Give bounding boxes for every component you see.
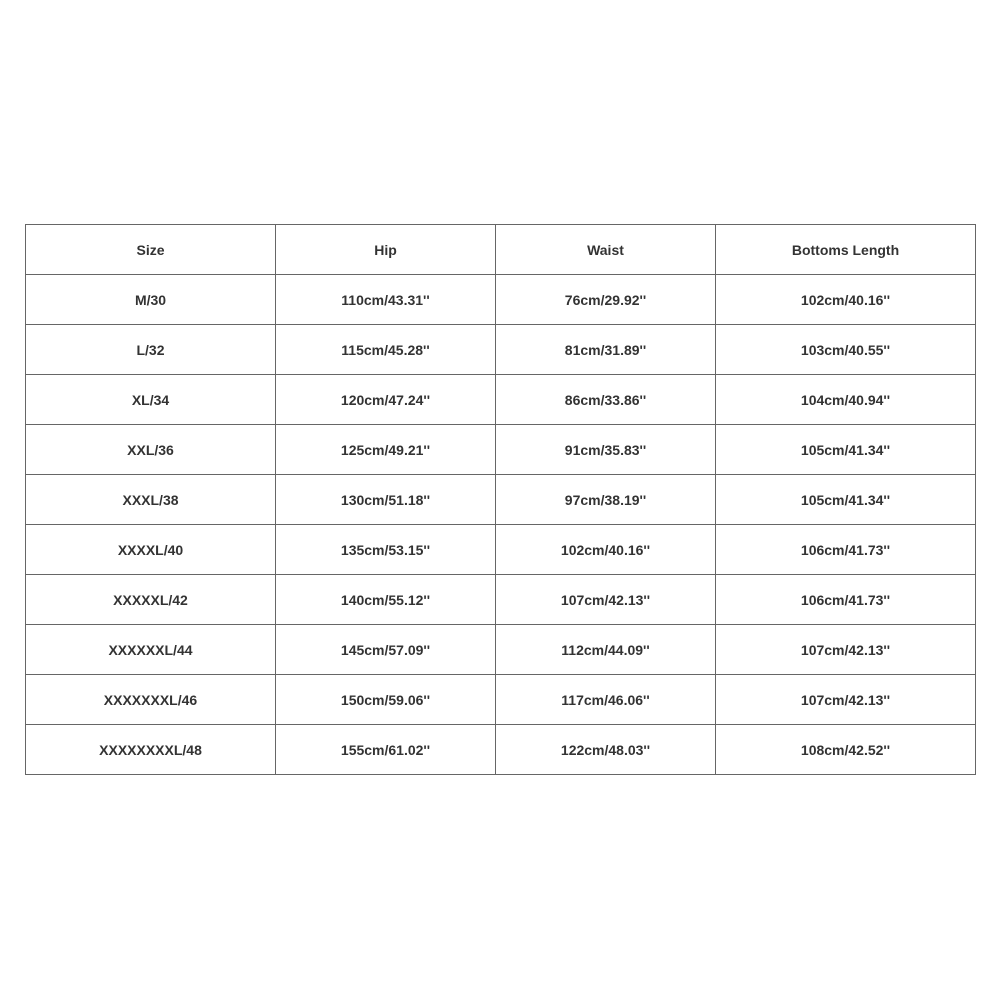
cell-waist: 91cm/35.83'' bbox=[496, 425, 716, 475]
cell-waist: 97cm/38.19'' bbox=[496, 475, 716, 525]
header-bottoms-length: Bottoms Length bbox=[716, 225, 976, 275]
table-row bbox=[26, 575, 976, 625]
cell-bottoms-length: 107cm/42.13'' bbox=[716, 675, 976, 725]
cell-waist: 112cm/44.09'' bbox=[496, 625, 716, 675]
cell-waist: 76cm/29.92'' bbox=[496, 275, 716, 325]
cell-waist: 86cm/33.86'' bbox=[496, 375, 716, 425]
cell-bottoms-length: 104cm/40.94'' bbox=[716, 375, 976, 425]
cell-hip: 110cm/43.31'' bbox=[276, 275, 496, 325]
cell-bottoms-length: 108cm/42.52'' bbox=[716, 725, 976, 775]
size-chart-table bbox=[25, 224, 976, 775]
table-row bbox=[26, 625, 976, 675]
table-row bbox=[26, 725, 976, 775]
cell-waist: 117cm/46.06'' bbox=[496, 675, 716, 725]
cell-hip: 130cm/51.18'' bbox=[276, 475, 496, 525]
table-row bbox=[26, 275, 976, 325]
cell-hip: 140cm/55.12'' bbox=[276, 575, 496, 625]
cell-bottoms-length: 106cm/41.73'' bbox=[716, 575, 976, 625]
cell-waist: 107cm/42.13'' bbox=[496, 575, 716, 625]
table-row bbox=[26, 375, 976, 425]
table-row bbox=[26, 425, 976, 475]
cell-hip: 115cm/45.28'' bbox=[276, 325, 496, 375]
cell-size: XXXL/38 bbox=[26, 475, 276, 525]
cell-size: XXXXXXXL/46 bbox=[26, 675, 276, 725]
cell-bottoms-length: 106cm/41.73'' bbox=[716, 525, 976, 575]
header-size: Size bbox=[26, 225, 276, 275]
cell-bottoms-length: 103cm/40.55'' bbox=[716, 325, 976, 375]
cell-waist: 102cm/40.16'' bbox=[496, 525, 716, 575]
table-header-row bbox=[26, 225, 976, 275]
cell-hip: 150cm/59.06'' bbox=[276, 675, 496, 725]
table-row bbox=[26, 525, 976, 575]
cell-size: XXXXXXXXL/48 bbox=[26, 725, 276, 775]
cell-size: XXL/36 bbox=[26, 425, 276, 475]
cell-hip: 155cm/61.02'' bbox=[276, 725, 496, 775]
cell-waist: 122cm/48.03'' bbox=[496, 725, 716, 775]
cell-waist: 81cm/31.89'' bbox=[496, 325, 716, 375]
cell-bottoms-length: 105cm/41.34'' bbox=[716, 475, 976, 525]
cell-size: XL/34 bbox=[26, 375, 276, 425]
cell-bottoms-length: 105cm/41.34'' bbox=[716, 425, 976, 475]
header-waist: Waist bbox=[496, 225, 716, 275]
cell-size: L/32 bbox=[26, 325, 276, 375]
cell-hip: 120cm/47.24'' bbox=[276, 375, 496, 425]
cell-size: XXXXXXL/44 bbox=[26, 625, 276, 675]
cell-bottoms-length: 102cm/40.16'' bbox=[716, 275, 976, 325]
table-row bbox=[26, 475, 976, 525]
table-row bbox=[26, 325, 976, 375]
cell-bottoms-length: 107cm/42.13'' bbox=[716, 625, 976, 675]
cell-size: XXXXXL/42 bbox=[26, 575, 276, 625]
cell-hip: 125cm/49.21'' bbox=[276, 425, 496, 475]
cell-size: M/30 bbox=[26, 275, 276, 325]
cell-hip: 135cm/53.15'' bbox=[276, 525, 496, 575]
header-hip: Hip bbox=[276, 225, 496, 275]
cell-hip: 145cm/57.09'' bbox=[276, 625, 496, 675]
cell-size: XXXXL/40 bbox=[26, 525, 276, 575]
table-row bbox=[26, 675, 976, 725]
